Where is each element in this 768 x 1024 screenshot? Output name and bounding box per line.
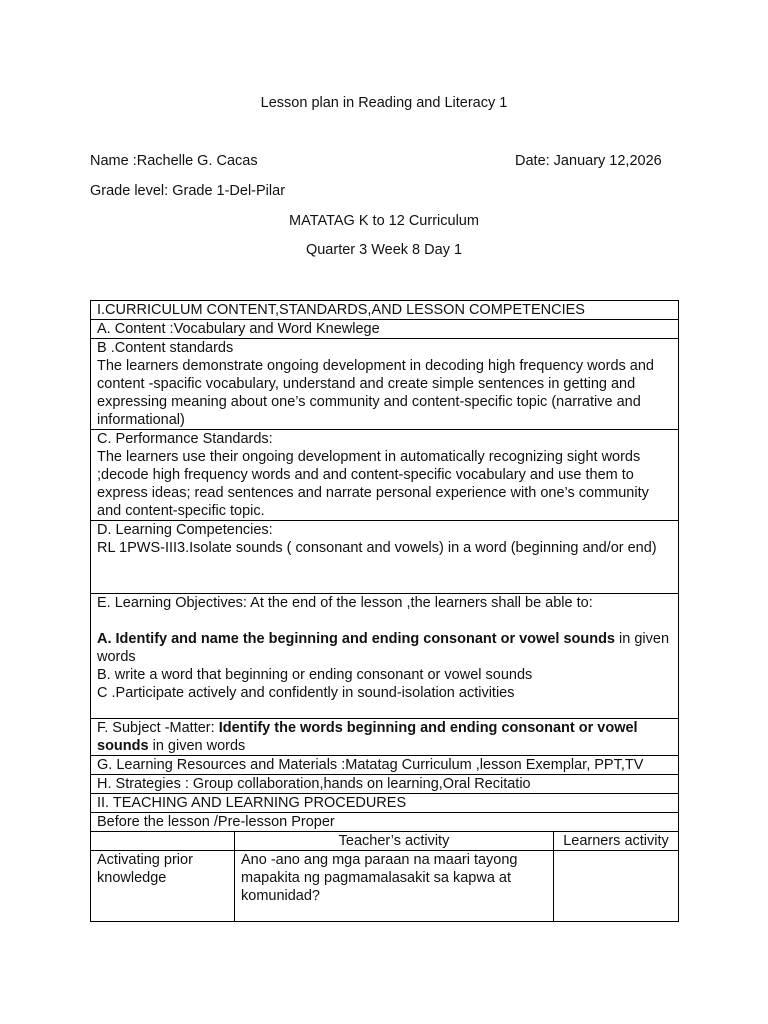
blank-line <box>97 612 672 630</box>
table-row <box>91 719 679 756</box>
table-row <box>91 832 679 851</box>
content-standards-cell <box>91 339 679 430</box>
content-standards-title: B .Content standards <box>97 340 234 356</box>
section-curriculum-heading: I.CURRICULUM CONTENT,STANDARDS,AND LESSON COMPETENCIES <box>91 301 679 320</box>
curriculum-name: MATATAG K to 12 Curriculum <box>289 213 479 229</box>
activating-prior-knowledge-learners <box>554 851 679 922</box>
lesson-date: Date: January 12,2026 <box>515 153 662 169</box>
table-row <box>91 339 679 430</box>
learning-objectives-cell <box>91 594 679 719</box>
table-row <box>91 301 679 320</box>
grade-level: Grade level: Grade 1-Del-Pilar <box>90 183 286 199</box>
section-procedures-heading: II. TEACHING AND LEARNING PROCEDURES <box>91 794 679 813</box>
table-row <box>91 756 679 775</box>
table-row <box>91 775 679 794</box>
table-row <box>91 594 679 719</box>
learning-competencies-cell <box>91 521 679 594</box>
lesson-plan-table <box>90 300 679 922</box>
subject-matter-prefix: F. Subject -Matter: <box>97 720 219 736</box>
before-lesson-cell: Before the lesson /Pre-lesson Proper <box>91 813 679 832</box>
subject-matter-bold: Identify the words beginning and ending consonant or vowel sounds <box>97 720 638 754</box>
quarter-week-day: Quarter 3 Week 8 Day 1 <box>305 242 463 258</box>
lesson-plan-title: Lesson plan in Reading and Literacy 1 <box>260 95 508 111</box>
activating-prior-knowledge-label: Activating prior knowledge <box>91 851 235 922</box>
objective-a-rest: in given words <box>97 631 670 665</box>
learning-objectives-title: E. Learning Objectives: At the end of the lesson ,the learners shall be able to: <box>97 595 593 611</box>
subject-matter-rest: in given words <box>148 738 246 754</box>
column-header-teacher: Teacher’s activity <box>235 832 554 851</box>
subject-matter-cell <box>91 719 679 756</box>
objective-a <box>97 630 672 666</box>
strategies-cell: H. Strategies : Group collaboration,hands on learning,Oral Recitatio <box>91 775 679 794</box>
objective-a-bold: A. Identify and name the beginning and ending consonant or vowel sounds <box>97 631 615 647</box>
table-row <box>91 521 679 594</box>
performance-standards-cell <box>91 430 679 521</box>
table-row <box>91 851 679 922</box>
objective-c: C .Participate actively and confidently in sound-isolation activities <box>97 685 515 701</box>
table-row <box>91 794 679 813</box>
teacher-name: Name :Rachelle G. Cacas <box>90 153 258 169</box>
table-row <box>91 813 679 832</box>
content-cell: A. Content :Vocabulary and Word Knewlege <box>91 320 679 339</box>
objective-b: B. write a word that beginning or ending consonant or vowel sounds <box>97 667 533 683</box>
column-header-empty <box>91 832 235 851</box>
performance-standards-title: C. Performance Standards: <box>97 431 273 447</box>
activating-prior-knowledge-teacher: Ano -ano ang mga paraan na maari tayong mapakita ng pagmamalasakit sa kapwa at komunidad? <box>235 851 554 922</box>
table-row <box>91 430 679 521</box>
learning-competencies-text: RL 1PWS-III3.Isolate sounds ( consonant and vowels) in a word (beginning and/or end) <box>97 540 657 556</box>
learning-competencies-title: D. Learning Competencies: <box>97 522 273 538</box>
performance-standards-text: The learners use their ongoing development in automatically recognizing sight words ;decode high frequency words and and content-specific vocabulary and use them to express ideas; read sentences and narrate personal experience with one’s community and content-specific topic. <box>97 449 649 519</box>
table-row <box>91 320 679 339</box>
learning-resources-cell: G. Learning Resources and Materials :Matatag Curriculum ,lesson Exemplar, PPT,TV <box>91 756 679 775</box>
content-standards-text: The learners demonstrate ongoing development in decoding high frequency words and content -spacific vocabulary, understand and create simple sentences in getting and expressing meaning about one’s community and content-specific topic (narrative and informational) <box>97 358 654 428</box>
column-header-learners: Learners activity <box>554 832 679 851</box>
